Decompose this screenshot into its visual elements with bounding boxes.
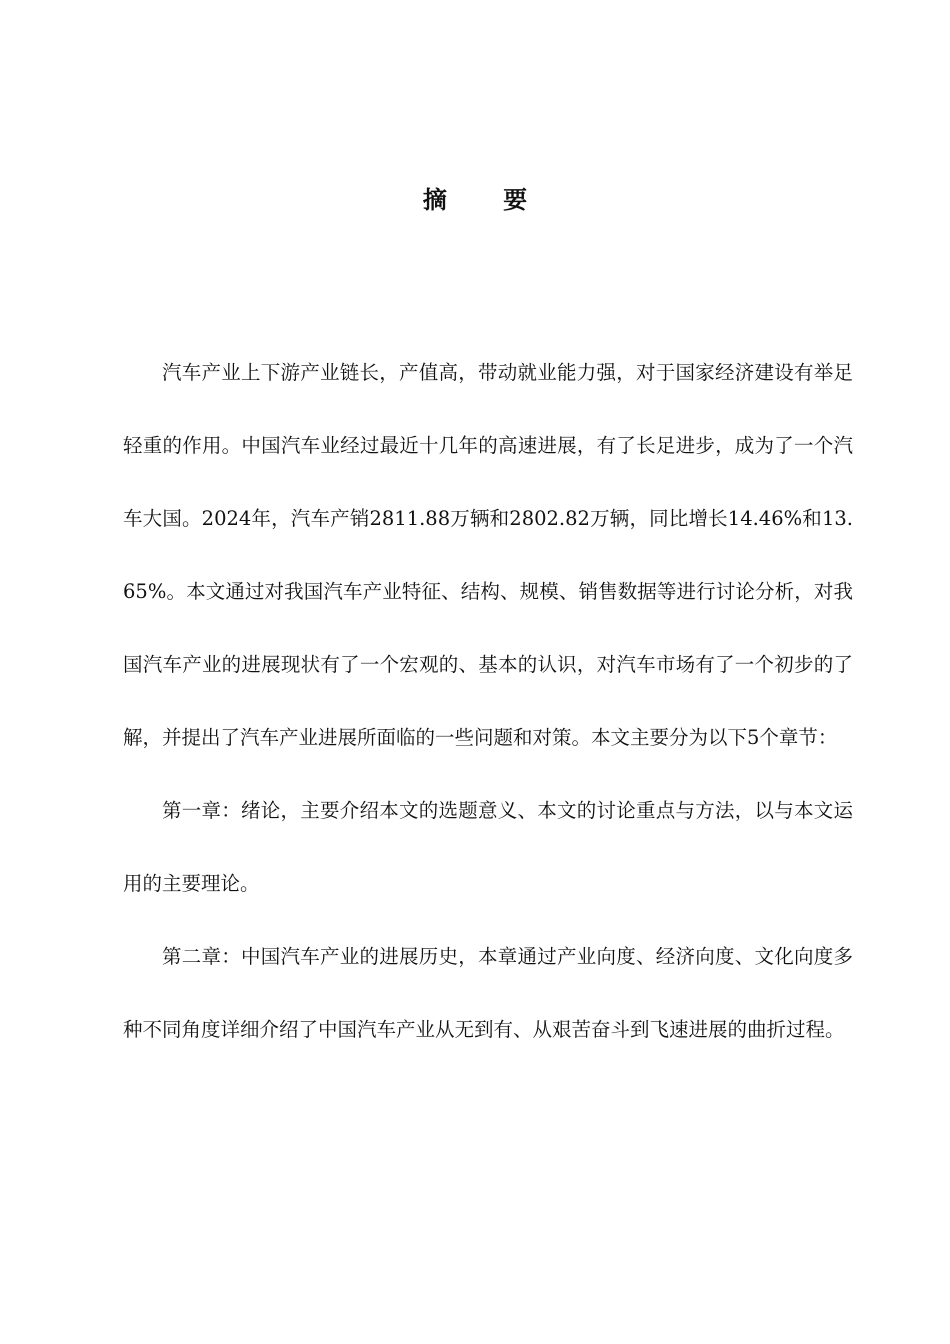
abstract-body [123,336,853,1066]
page-title: 摘 要 [422,185,552,214]
paragraph-intro: 汽车产业上下游产业链长，产值高，带动就业能力强，对于国家经济建设有举足轻重的作用。中国汽车业经过最近十几年的高速进展，有了长足进步，成为了一个汽车大国。2024年，汽车产销2811.88万辆和2802.82万辆，同比增长14.46%和13.65%。本文通过对我国汽车产业特征、结构、规模、销售数据等进行讨论分析，对我国汽车产业的进展现状有了一个宏观的、基本的认识，对汽车市场有了一个初步的了解，并提出了汽车产业进展所面临的一些问题和对策。本文主要分为以下5个章节： [123,361,853,749]
paragraph-chapter-2: 第二章：中国汽车产业的进展历史，本章通过产业向度、经济向度、文化向度多种不同角度详细介绍了中国汽车产业从无到有、从艰苦奋斗到飞速进展的曲折过程。 [123,945,853,1041]
paragraph-chapter-1: 第一章：绪论，主要介绍本文的选题意义、本文的讨论重点与方法，以与本文运用的主要理论。 [123,799,853,895]
